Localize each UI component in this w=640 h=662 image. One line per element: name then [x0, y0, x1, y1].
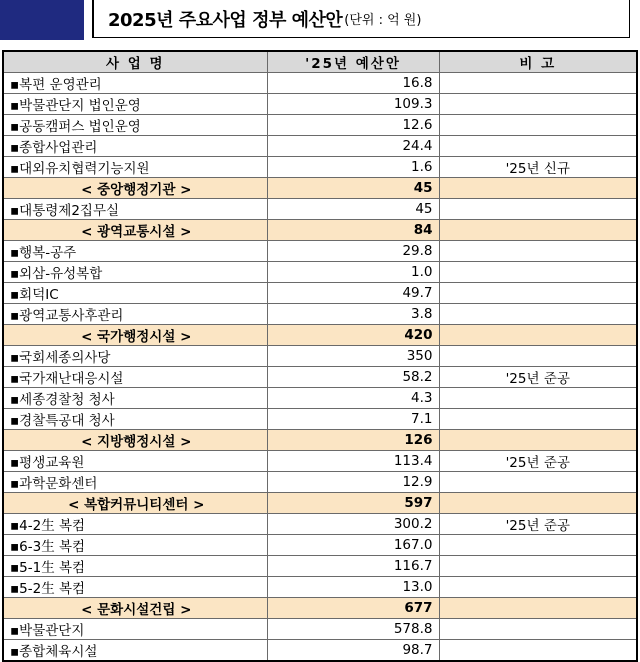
- row-note: [439, 199, 637, 220]
- row-name: < 문화시설건립 >: [3, 598, 267, 619]
- row-budget: 84: [267, 220, 439, 241]
- row-note: [439, 577, 637, 598]
- row-name: ▪박물관단지: [3, 619, 267, 640]
- row-note: [439, 430, 637, 451]
- row-name: ▪회덕IC: [3, 283, 267, 304]
- row-note: [439, 346, 637, 367]
- row-name: ▪경찰특공대 청사: [3, 409, 267, 430]
- row-note: [439, 304, 637, 325]
- row-budget: 116.7: [267, 556, 439, 577]
- row-note: [439, 556, 637, 577]
- table-row: [3, 304, 637, 325]
- row-name: ▪국가재난대응시설: [3, 367, 267, 388]
- row-budget: 24.4: [267, 136, 439, 157]
- row-budget: 1.6: [267, 157, 439, 178]
- row-name: ▪종합체육시설: [3, 640, 267, 662]
- row-name: ▪대외유치협력기능지원: [3, 157, 267, 178]
- row-budget: 45: [267, 199, 439, 220]
- row-name: ▪박물관단지 법인운영: [3, 94, 267, 115]
- table-row: [3, 115, 637, 136]
- row-budget: 45: [267, 178, 439, 199]
- table-row: [3, 556, 637, 577]
- row-note: [439, 640, 637, 662]
- subtotal-row: [3, 220, 637, 241]
- row-name: ▪종합사업관리: [3, 136, 267, 157]
- row-note: [439, 388, 637, 409]
- row-name: ▪평생교육원: [3, 451, 267, 472]
- row-name: ▪과학문화센터: [3, 472, 267, 493]
- row-budget: 3.8: [267, 304, 439, 325]
- row-budget: 113.4: [267, 451, 439, 472]
- row-name: < 광역교통시설 >: [3, 220, 267, 241]
- row-note: '25년 준공: [439, 451, 637, 472]
- table-row: [3, 241, 637, 262]
- row-note: [439, 241, 637, 262]
- row-name: ▪복편 운영관리: [3, 73, 267, 94]
- row-note: [439, 472, 637, 493]
- row-name: ▪6-3生 복컴: [3, 535, 267, 556]
- row-budget: 49.7: [267, 283, 439, 304]
- table-row: [3, 577, 637, 598]
- row-budget: 7.1: [267, 409, 439, 430]
- row-note: [439, 115, 637, 136]
- table-row: [3, 640, 637, 662]
- row-note: [439, 94, 637, 115]
- table-row: [3, 262, 637, 283]
- row-note: [439, 598, 637, 619]
- row-budget: 13.0: [267, 577, 439, 598]
- subtotal-row: [3, 493, 637, 514]
- row-name: < 복합커뮤니티센터 >: [3, 493, 267, 514]
- table-row: [3, 283, 637, 304]
- row-budget: 597: [267, 493, 439, 514]
- row-budget: 109.3: [267, 94, 439, 115]
- table-row: [3, 409, 637, 430]
- table-row: [3, 367, 637, 388]
- corner-block: [0, 0, 84, 40]
- row-note: '25년 준공: [439, 514, 637, 535]
- row-note: [439, 262, 637, 283]
- row-budget: 58.2: [267, 367, 439, 388]
- row-name: < 중앙행정기관 >: [3, 178, 267, 199]
- row-name: ▪4-2生 복컴: [3, 514, 267, 535]
- row-note: [439, 178, 637, 199]
- row-name: ▪5-1生 복컴: [3, 556, 267, 577]
- row-budget: 126: [267, 430, 439, 451]
- row-name: ▪행복-공주: [3, 241, 267, 262]
- row-note: '25년 신규: [439, 157, 637, 178]
- table-row: [3, 346, 637, 367]
- subtotal-row: [3, 430, 637, 451]
- row-name: < 국가행정시설 >: [3, 325, 267, 346]
- row-budget: 12.9: [267, 472, 439, 493]
- table-row: [3, 388, 637, 409]
- row-name: < 지방행정시설 >: [3, 430, 267, 451]
- table-row: [3, 94, 637, 115]
- table-body: [3, 73, 637, 662]
- row-budget: 16.8: [267, 73, 439, 94]
- title-box: [92, 0, 630, 38]
- subtotal-row: [3, 178, 637, 199]
- row-note: [439, 220, 637, 241]
- table-row: [3, 451, 637, 472]
- header-budget: '25년 예산안: [267, 51, 439, 73]
- subtotal-row: [3, 325, 637, 346]
- row-name: ▪외삼-유성복합: [3, 262, 267, 283]
- row-note: [439, 283, 637, 304]
- table-header-row: [3, 51, 637, 73]
- row-budget: 350: [267, 346, 439, 367]
- header-note: 비 고: [439, 51, 637, 73]
- table-row: [3, 136, 637, 157]
- row-note: [439, 535, 637, 556]
- table-row: [3, 472, 637, 493]
- subtotal-row: [3, 598, 637, 619]
- row-note: [439, 136, 637, 157]
- row-name: ▪5-2生 복컴: [3, 577, 267, 598]
- row-name: ▪세종경찰청 청사: [3, 388, 267, 409]
- row-note: '25년 준공: [439, 367, 637, 388]
- table-row: [3, 535, 637, 556]
- row-budget: 4.3: [267, 388, 439, 409]
- table-row: [3, 199, 637, 220]
- row-note: [439, 619, 637, 640]
- row-budget: 578.8: [267, 619, 439, 640]
- page-title: 2025년 주요사업 정부 예산안: [108, 9, 343, 31]
- table-row: [3, 73, 637, 94]
- row-budget: 677: [267, 598, 439, 619]
- table-row: [3, 157, 637, 178]
- table-row: [3, 514, 637, 535]
- row-budget: 1.0: [267, 262, 439, 283]
- row-name: ▪공동캠퍼스 법인운영: [3, 115, 267, 136]
- row-budget: 167.0: [267, 535, 439, 556]
- row-budget: 12.6: [267, 115, 439, 136]
- row-name: ▪대통령제2집무실: [3, 199, 267, 220]
- row-budget: 29.8: [267, 241, 439, 262]
- row-budget: 300.2: [267, 514, 439, 535]
- row-budget: 420: [267, 325, 439, 346]
- row-note: [439, 493, 637, 514]
- row-budget: 98.7: [267, 640, 439, 662]
- row-note: [439, 325, 637, 346]
- row-note: [439, 73, 637, 94]
- row-name: ▪광역교통사후관리: [3, 304, 267, 325]
- unit-label: (단위 : 억 원): [344, 13, 422, 28]
- header-name: 사 업 명: [3, 51, 267, 73]
- table-row: [3, 619, 637, 640]
- row-name: ▪국회세종의사당: [3, 346, 267, 367]
- budget-table: [2, 50, 638, 662]
- row-note: [439, 409, 637, 430]
